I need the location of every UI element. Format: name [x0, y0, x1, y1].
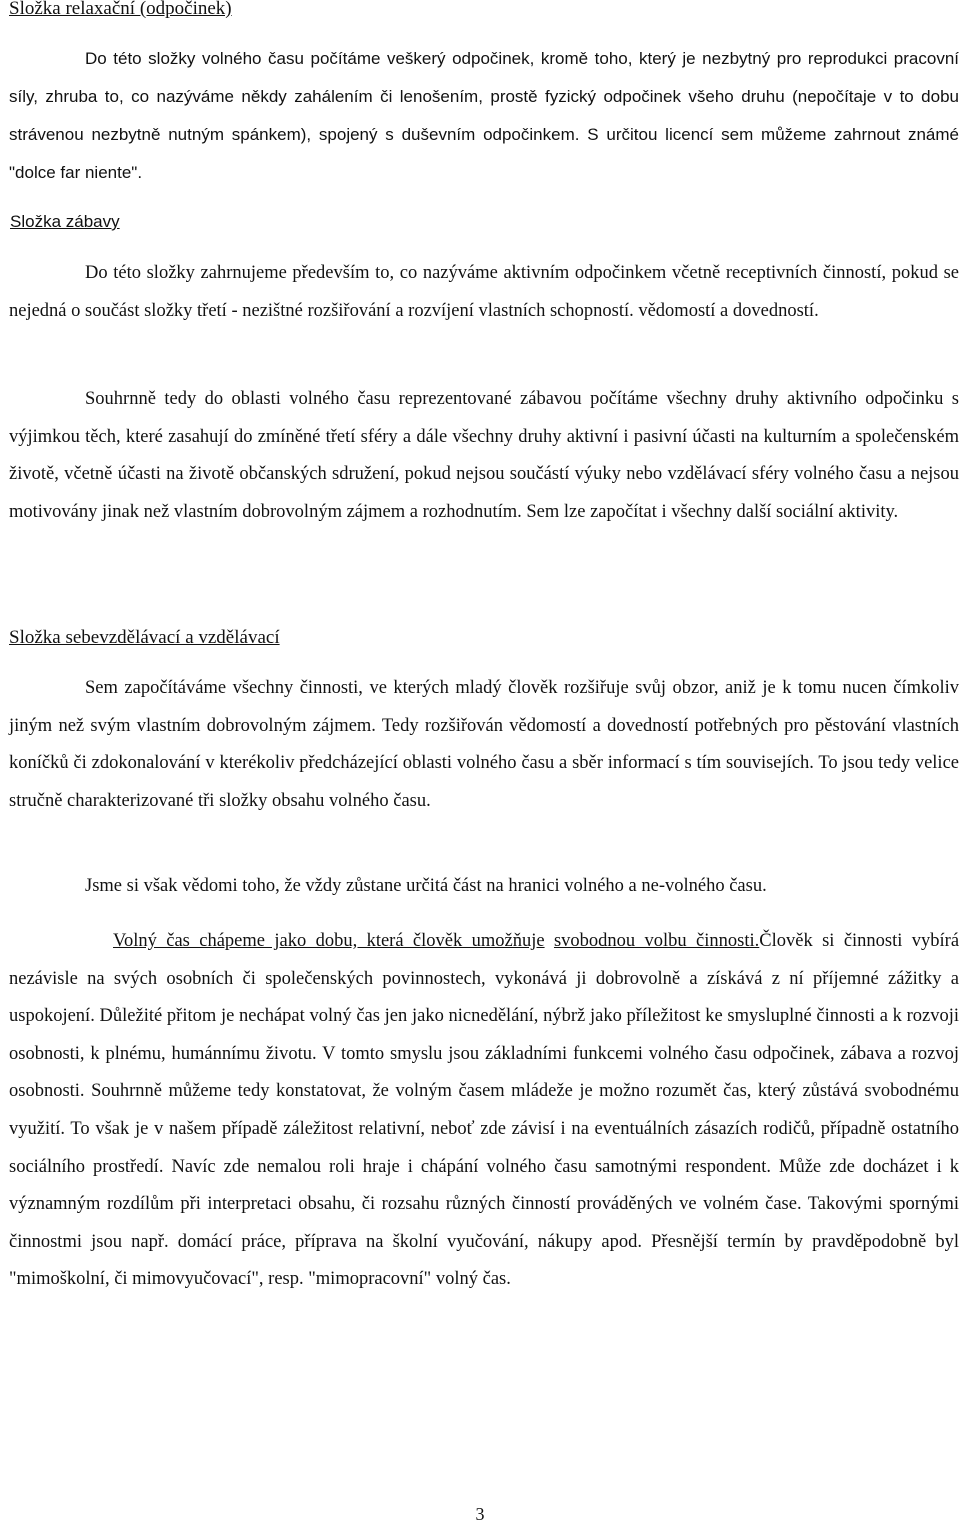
paragraph-education-1: Sem započítáváme všechny činnosti, ve kterých mladý člověk rozšiřuje svůj obzor, aniž je k tomu nucen čímkoliv jiným než svým vlastním dobrovolným zájmem. Tedy rozšiřován vědomostí a dovedností potřebných pro pěstování vlastních koníčků či zdokonalování v kterékoliv předcházející oblasti volného času a sběr informací s tím souvisejích. To jsou tedy velice stručně charakterizované tři složky obsahu volného času. [9, 678, 959, 811]
section-heading-education: Složka sebevzdělávací a vzdělávací [9, 627, 280, 648]
closing-underlined-2: svobodnou volbu činnosti. [553, 931, 760, 951]
paragraph-relaxation: Do této složky volného času počítáme veškerý odpočinek, kromě toho, který je nezbytný pro reprodukci pracovní síly, zhruba to, co nazýváme někdy zahálením či lenošením, prostě fyzický odpočinek všeho druhu (nepočítaje v to dobu strávenou nezbytně nutným spánkem), spojený s duševním odpočinkem. S určitou licencí sem můžeme zahrnout známé "dolce far niente". [9, 49, 959, 182]
paragraph-entertainment-2: Souhrnně tedy do oblasti volného času reprezentované zábavou počítáme všechny druhy aktivního odpočinku s výjimkou těch, které zasahují do zmíněné třetí sféry a dále všechny druhy aktivní i pasivní účasti na kulturním a společenském životě, včetně účasti na životě občanských sdružení, pokud nejsou součástí výuky nebo vzdělávací sféry volného času a nejsou motivovány jinak než vlastním dobrovolným zájmem a rozhodnutím. Sem lze započítat i všechny další sociální aktivity. [9, 389, 959, 522]
paragraph-education-2: Jsme si však vědomi toho, že vždy zůstane určitá část na hranici volného a ne-volného času. [85, 876, 767, 896]
section-heading-relaxation: Složka relaxační (odpočinek) [9, 0, 232, 19]
paragraph-closing [9, 923, 959, 1299]
paragraph-entertainment-1: Do této složky zahrnujeme především to, co nazýváme aktivním odpočinkem včetně receptivních činností, pokud se nejedná o součást složky třetí - nezištné rozšiřování a rozvíjení vlastních schopností. vědomostí a dovedností. [9, 263, 959, 321]
closing-underlined-1: Volný čas chápeme jako dobu, která člověk umožňuje [113, 931, 545, 951]
closing-text: Člověk si činnosti vybírá nezávisle na svých osobních či společenských povinnostech, vykonává ji dobrovolně a získává z ní příjemné zážitky a uspokojení. Důležité přitom je nechápat volný čas jen jako nicnedělání, nýbrž jako příležitost ke smysluplné činnosti a k rozvoji osobnosti, k plnému, humánnímu životu. V tomto smyslu jsou základními funkcemi volného času odpočinek, zábava a rozvoj osobnosti. Souhrnně můžeme tedy konstatovat, že volným časem mládeže je možno rozumět čas, který zůstává svobodnému využití. To však je v našem případě záležitost relativní, neboť zde závisí i na eventuálních zásazích rodičů, případně ostatního sociálního prostředí. Navíc zde nemalou roli hraje i chápání volného času samotnými respondent. Může zde docházet i k významným rozdílům při interpretaci obsahu, či rozsahu různých činností prováděných ve volném čase. Takovými spornými činnostmi jsou např. domácí práce, příprava na školní vyučování, nákupy apod. Přesnější termín by pravděpodobně byl "mimoškolní, či mimovyučovací", resp. "mimopracovní" volný čas. [9, 931, 960, 1290]
page-number: 3 [475, 1504, 485, 1524]
section-heading-entertainment: Složka zábavy [10, 212, 120, 231]
